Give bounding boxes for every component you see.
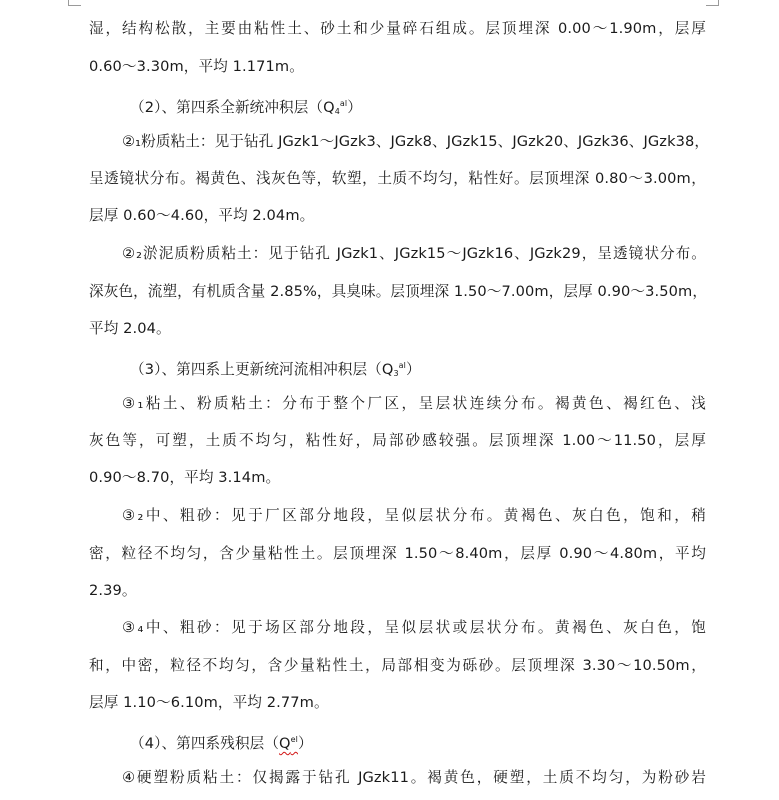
section-heading-q4al — [130, 93, 770, 123]
heading-close: ） — [297, 735, 313, 752]
paragraph-line: 层厚 1.10～6.10m，平均 2.77m。 — [89, 694, 329, 711]
paragraph-line: 和，中密，粒径不均匀，含少量粘性土，局部相变为砾砂。层顶埋深 3.30～10.50m， — [89, 657, 706, 674]
paragraph-line: ③₁粘土、粉质粘土：分布于整个厂区，呈层状连续分布。褐黄色、褐红色、浅 — [122, 395, 706, 412]
section-heading-q3al — [130, 355, 770, 385]
paragraph-line: ③₄中、粗砂：见于场区部分地段，呈似层状或层状分布。黄褐色、灰白色，饱 — [122, 619, 706, 636]
margin-corner-mark-left — [68, 0, 81, 6]
paragraph-line: 0.60～3.30m，平均 1.171m。 — [89, 58, 304, 75]
subscript: 3 — [393, 369, 399, 378]
heading-text: （3）、第四系上更新统河流相冲积层（Q — [130, 361, 394, 378]
paragraph-line: 湿，结构松散，主要由粘性土、砂土和少量碎石组成。层顶埋深 0.00～1.90m，层厚 — [89, 20, 706, 37]
heading-text: （2）、第四系全新统冲积层（Q — [130, 99, 335, 116]
paragraph-line: ②₁粉质粘土：见于钻孔 JGzk1～JGzk3、JGzk8、JGzk15、JGzk20、JGzk36、JGzk38， — [122, 133, 710, 150]
heading-close: ） — [347, 99, 362, 116]
paragraph-line: 平均 2.04。 — [89, 320, 171, 337]
paragraph-line: 层厚 0.60～4.60，平均 2.04m。 — [89, 207, 315, 224]
paragraph-line: 深灰色，流塑，有机质含量 2.85%，具臭味。层顶埋深 1.50～7.00m，层厚 0.90～3.50m， — [89, 283, 708, 300]
superscript: el — [290, 735, 298, 744]
superscript: al — [398, 361, 406, 370]
paragraph-line: 2.39。 — [89, 582, 137, 599]
paragraph-line: ④硬塑粉质粘土：仅揭露于钻孔 JGzk11。褐黄色，硬塑，土质不均匀，为粉砂岩 — [122, 769, 706, 786]
superscript: al — [339, 99, 348, 108]
paragraph-line: 密，粒径不均匀，含少量粘性土。层顶埋深 1.50～8.40m，层厚 0.90～4.80m，平均 — [89, 545, 706, 562]
paragraph-line: 0.90～8.70，平均 3.14m。 — [89, 469, 281, 486]
paragraph-line: 灰色等，可塑，土质不均匀，粘性好，局部砂感较强。层顶埋深 1.00～11.50，层厚 — [89, 432, 706, 449]
heading-text: （4）、第四系残积层（ — [130, 735, 280, 752]
paragraph-line: ③₂中、粗砂：见于厂区部分地段，呈似层状分布。黄褐色、灰白色，饱和，稍 — [122, 507, 706, 524]
spellcheck-flagged-term — [279, 735, 298, 752]
section-heading-qel — [130, 729, 770, 755]
q-symbol: Q — [279, 735, 291, 752]
paragraph-line: ②₂淤泥质粉质粘土：见于钻孔 JGzk1、JGzk15～JGzk16、JGzk29，呈透镜状分布。 — [122, 245, 706, 262]
subscript: 4 — [334, 107, 340, 116]
margin-corner-mark-right — [706, 0, 719, 6]
paragraph-line: 呈透镜状分布。褐黄色、浅灰色等，软塑，土质不均匀，粘性好。层顶埋深 0.80～3.00m， — [89, 170, 706, 187]
heading-close: ） — [406, 361, 421, 378]
